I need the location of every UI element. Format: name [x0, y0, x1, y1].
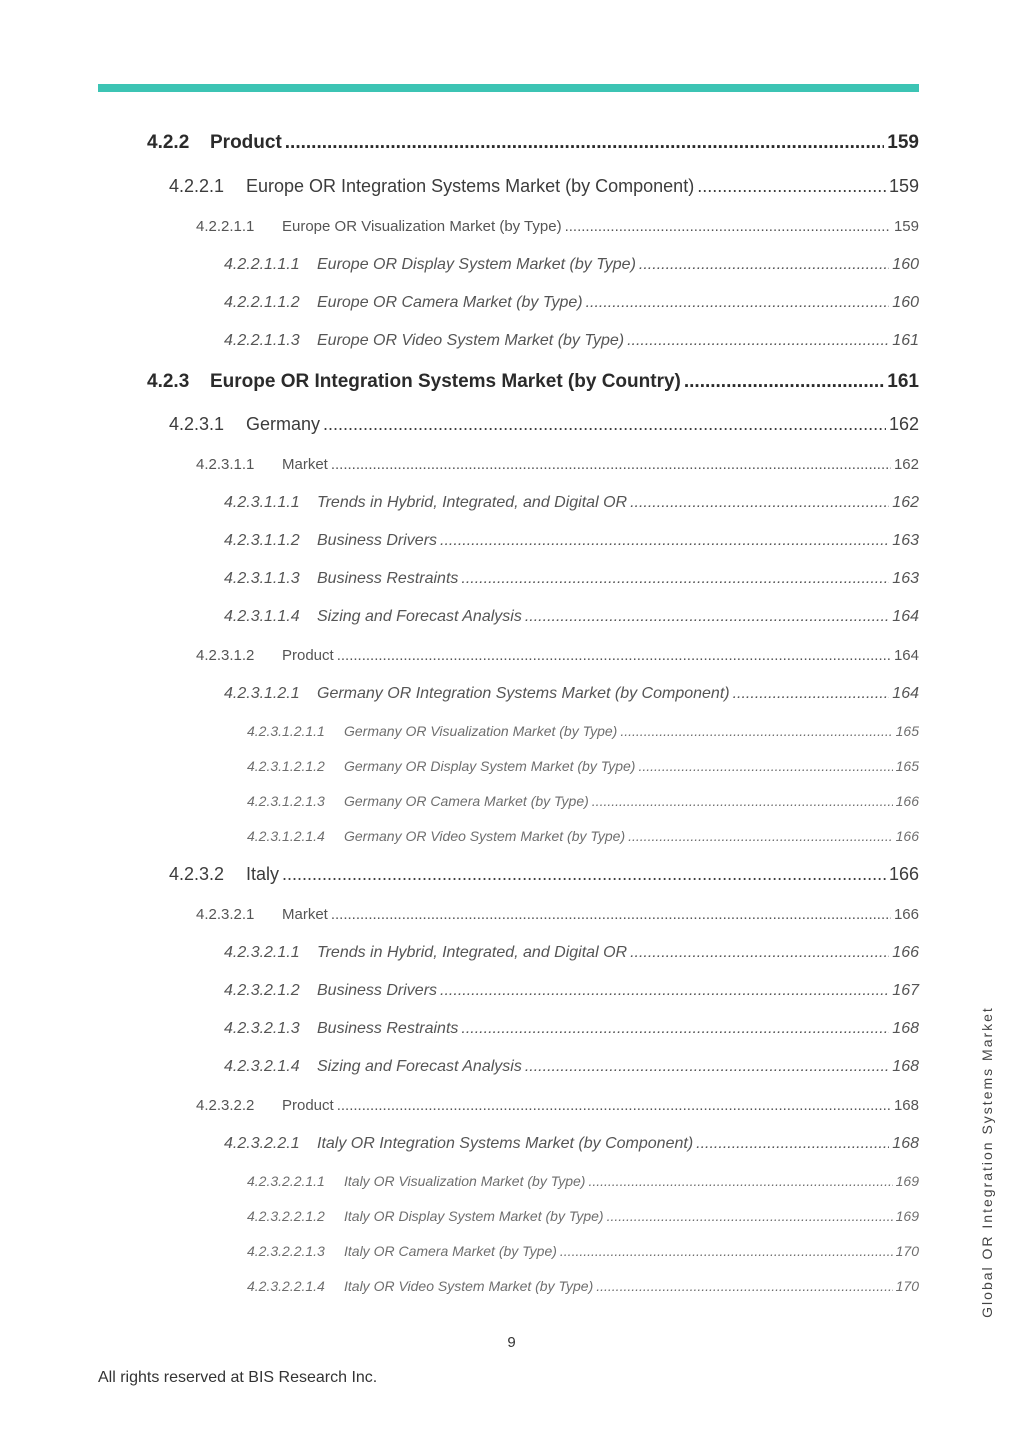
- toc-entry-title: Germany OR Visualization Market (by Type): [344, 723, 618, 739]
- toc-entry[interactable]: [224, 532, 919, 550]
- toc-entry-page: 170: [895, 1243, 919, 1259]
- toc-leader-dots: [696, 1135, 889, 1153]
- toc-entry[interactable]: [169, 176, 919, 197]
- toc-leader-dots: [586, 294, 890, 312]
- toc-entry[interactable]: [247, 1173, 919, 1189]
- toc-entry[interactable]: [224, 1135, 919, 1153]
- toc-entry-page: 159: [888, 176, 919, 196]
- toc-entry-title: Italy OR Display System Market (by Type): [344, 1208, 604, 1224]
- toc-leader-dots: [697, 176, 886, 197]
- toc-entry-number: 4.2.3.1.2.1: [224, 685, 300, 702]
- toc-leader-dots: [620, 723, 892, 739]
- toc-leader-dots: [684, 371, 884, 393]
- toc-entry-title: Europe OR Visualization Market (by Type): [282, 218, 562, 235]
- toc-entry-page: 160: [892, 294, 919, 311]
- toc-entry-number: 4.2.3.2.2.1.1: [247, 1173, 325, 1189]
- toc-entry-page: 168: [892, 1020, 919, 1037]
- toc-leader-dots: [638, 758, 892, 774]
- toc-entry-title: Europe OR Video System Market (by Type): [317, 332, 625, 349]
- toc-entry-title: Sizing and Forecast Analysis: [317, 608, 522, 625]
- toc-entry[interactable]: [224, 982, 919, 1000]
- toc-entry[interactable]: [247, 1208, 919, 1224]
- toc-entry-page: 170: [895, 1278, 919, 1294]
- toc-leader-dots: [285, 132, 885, 154]
- toc-leader-dots: [440, 532, 889, 550]
- toc-entry[interactable]: [169, 414, 919, 435]
- toc-entry-title: Italy OR Video System Market (by Type): [344, 1278, 594, 1294]
- toc-leader-dots: [733, 685, 890, 703]
- toc-leader-dots: [337, 647, 891, 664]
- toc-entry-page: 161: [887, 371, 919, 392]
- toc-entry-number: 4.2.3.2.2.1: [224, 1135, 300, 1152]
- toc-entry[interactable]: [224, 685, 919, 703]
- toc-entry-page: 166: [892, 944, 919, 961]
- toc-entry-title: Italy OR Camera Market (by Type): [344, 1243, 557, 1259]
- toc-entry-number: 4.2.3.1.2: [196, 647, 255, 664]
- toc-entry-page: 168: [892, 1058, 919, 1075]
- toc-entry-number: 4.2.3.1.2.1.1: [247, 723, 325, 739]
- toc-entry-number: 4.2.3.1.2.1.4: [247, 828, 325, 844]
- toc-entry-title: Europe OR Camera Market (by Type): [317, 294, 583, 311]
- toc-entry-title: Europe OR Display System Market (by Type): [317, 256, 636, 273]
- toc-entry-page: 168: [893, 1097, 919, 1114]
- toc-entry-page: 166: [888, 864, 919, 884]
- toc-entry-title: Market: [282, 906, 328, 923]
- page-number: 9: [507, 1334, 516, 1351]
- toc-entry-number: 4.2.2.1.1.2: [224, 294, 300, 311]
- toc-entry-number: 4.2.3.2.1.3: [224, 1020, 300, 1037]
- toc-entry-page: 159: [893, 218, 919, 235]
- toc-entry-number: 4.2.3.1.2.1.2: [247, 758, 325, 774]
- toc-entry-title: Trends in Hybrid, Integrated, and Digital OR: [317, 944, 628, 961]
- toc-entry-number: 4.2.3.2.1.2: [224, 982, 300, 999]
- toc-entry[interactable]: [224, 1058, 919, 1076]
- toc-entry[interactable]: [224, 1020, 919, 1038]
- toc-leader-dots: [525, 608, 889, 626]
- toc-entry-title: Product: [282, 647, 334, 664]
- toc-entry-title: Business Restraints: [317, 1020, 459, 1037]
- toc-leader-dots: [525, 1058, 889, 1076]
- toc-entry[interactable]: [169, 864, 919, 885]
- toc-entry-page: 161: [892, 332, 919, 349]
- toc-entry-number: 4.2.3.1.1.4: [224, 608, 300, 625]
- toc-entry[interactable]: [196, 218, 919, 235]
- toc-leader-dots: [639, 256, 889, 274]
- toc-entry-page: 163: [892, 532, 919, 549]
- toc-entry-number: 4.2.3.1: [169, 414, 225, 434]
- toc-leader-dots: [630, 494, 889, 512]
- toc-entry-title: Italy OR Integration Systems Market (by Component): [317, 1135, 694, 1152]
- toc-entry-title: Italy: [246, 864, 280, 884]
- toc-entry[interactable]: [147, 132, 919, 154]
- toc-entry-number: 4.2.3.1.2.1.3: [247, 793, 325, 809]
- toc-entry-page: 165: [895, 758, 919, 774]
- toc-leader-dots: [331, 906, 891, 923]
- toc-leader-dots: [461, 1020, 889, 1038]
- toc-entry[interactable]: [224, 608, 919, 626]
- toc-entry[interactable]: [247, 723, 919, 739]
- toc-entry-page: 166: [895, 828, 919, 844]
- toc-entry-number: 4.2.3: [147, 371, 190, 392]
- toc-entry-number: 4.2.3.2.2.1.4: [247, 1278, 325, 1294]
- toc-entry-number: 4.2.3.2.1.1: [224, 944, 300, 961]
- toc-entry[interactable]: [224, 944, 919, 962]
- header-accent-bar: [98, 84, 919, 92]
- toc-entry-page: 162: [888, 414, 919, 434]
- toc-entry-number: 4.2.3.2.2.1.2: [247, 1208, 325, 1224]
- toc-entry-title: Product: [210, 132, 282, 153]
- toc-leader-dots: [628, 828, 893, 844]
- toc-entry-number: 4.2.3.2.1.4: [224, 1058, 300, 1075]
- toc-entry[interactable]: [224, 294, 919, 312]
- toc-entry-title: Business Drivers: [317, 982, 438, 999]
- toc-entry-title: Europe OR Integration Systems Market (by Country): [210, 371, 681, 392]
- toc-entry[interactable]: [196, 456, 919, 473]
- toc-entry-title: Business Drivers: [317, 532, 438, 549]
- toc-entry-page: 168: [892, 1135, 919, 1152]
- toc-entry-number: 4.2.3.2: [169, 864, 225, 884]
- toc-entry-number: 4.2.3.1.1.1: [224, 494, 300, 511]
- toc-leader-dots: [627, 332, 889, 350]
- toc-leader-dots: [331, 456, 891, 473]
- toc-entry-title: Market: [282, 456, 328, 473]
- toc-entry-title: Italy OR Visualization Market (by Type): [344, 1173, 586, 1189]
- toc-entry-page: 167: [892, 982, 919, 999]
- toc-entry-number: 4.2.2.1.1: [196, 218, 255, 235]
- toc-leader-dots: [282, 864, 886, 885]
- toc-entry[interactable]: [224, 332, 919, 350]
- toc-leader-dots: [592, 793, 893, 809]
- toc-entry-page: 165: [895, 723, 919, 739]
- toc-entry-number: 4.2.3.2.1: [196, 906, 255, 923]
- toc-leader-dots: [607, 1208, 893, 1224]
- toc-entry-number: 4.2.3.1.1: [196, 456, 255, 473]
- toc-entry-page: 166: [893, 906, 919, 923]
- toc-leader-dots: [440, 982, 889, 1000]
- toc-entry-page: 163: [892, 570, 919, 587]
- toc-entry-title: Product: [282, 1097, 334, 1114]
- toc-entry-page: 164: [892, 685, 919, 702]
- toc-entry[interactable]: [224, 570, 919, 588]
- toc-entry-title: Business Restraints: [317, 570, 459, 587]
- footer-copyright: All rights reserved at BIS Research Inc.: [98, 1369, 378, 1386]
- toc-entry-page: 169: [895, 1208, 919, 1224]
- toc-entry[interactable]: [196, 906, 919, 923]
- toc-leader-dots: [596, 1278, 892, 1294]
- toc-entry-title: Germany OR Video System Market (by Type): [344, 828, 626, 844]
- toc-entry-title: Europe OR Integration Systems Market (by Component): [246, 176, 695, 196]
- side-report-title: Global OR Integration Systems Market: [979, 1006, 995, 1318]
- toc-entry-page: 164: [892, 608, 919, 625]
- toc-entry-title: Germany OR Display System Market (by Type): [344, 758, 636, 774]
- toc-entry[interactable]: [147, 371, 919, 393]
- toc-entry-number: 4.2.3.2.2: [196, 1097, 255, 1114]
- toc-entry-page: 162: [892, 494, 919, 511]
- toc-entry-number: 4.2.3.1.1.3: [224, 570, 300, 587]
- toc-entry-page: 159: [887, 132, 919, 153]
- toc-entry-title: Sizing and Forecast Analysis: [317, 1058, 522, 1075]
- toc-entry-title: Germany OR Integration Systems Market (by Component): [317, 685, 730, 702]
- toc-entry-title: Germany OR Camera Market (by Type): [344, 793, 589, 809]
- toc-entry[interactable]: [224, 494, 919, 512]
- toc-leader-dots: [323, 414, 886, 435]
- toc-entry[interactable]: [196, 1097, 919, 1114]
- toc-entry-page: 169: [895, 1173, 919, 1189]
- toc-entry-page: 166: [895, 793, 919, 809]
- toc-entry-page: 160: [892, 256, 919, 273]
- toc-entry[interactable]: [247, 1243, 919, 1259]
- toc-entry-number: 4.2.2.1.1.1: [224, 256, 300, 273]
- toc-entry-number: 4.2.2.1: [169, 176, 225, 196]
- toc-leader-dots: [337, 1097, 891, 1114]
- toc-leader-dots: [560, 1243, 893, 1259]
- toc-entry-number: 4.2.3.1.1.2: [224, 532, 300, 549]
- toc-leader-dots: [565, 218, 891, 235]
- toc-entry[interactable]: [247, 1278, 919, 1294]
- toc-leader-dots: [630, 944, 889, 962]
- toc-leader-dots: [461, 570, 889, 588]
- toc-entry-page: 162: [893, 456, 919, 473]
- toc-entry[interactable]: [247, 793, 919, 809]
- toc-entry[interactable]: [196, 647, 919, 664]
- toc-entry-number: 4.2.2.1.1.3: [224, 332, 300, 349]
- toc-entry[interactable]: [224, 256, 919, 274]
- toc-entry[interactable]: [247, 828, 919, 844]
- toc-entry-number: 4.2.3.2.2.1.3: [247, 1243, 325, 1259]
- toc-leader-dots: [588, 1173, 892, 1189]
- toc-entry-number: 4.2.2: [147, 132, 190, 153]
- toc-entry-title: Germany: [246, 414, 321, 434]
- toc-entry-page: 164: [893, 647, 919, 664]
- toc-entry[interactable]: [247, 758, 919, 774]
- toc-entry-title: Trends in Hybrid, Integrated, and Digital OR: [317, 494, 628, 511]
